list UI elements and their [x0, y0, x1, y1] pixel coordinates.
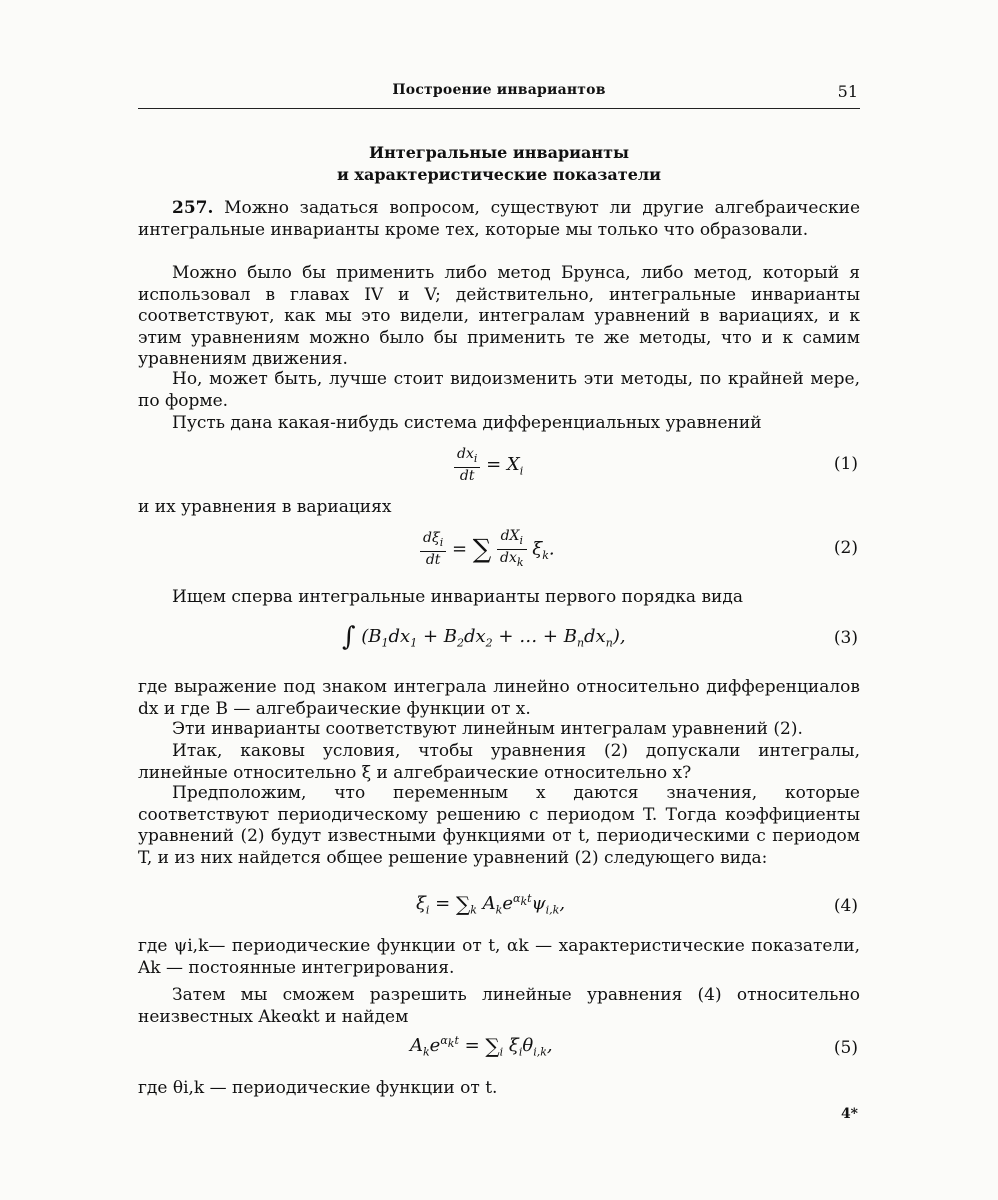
running-title: Построение инвариантов [392, 82, 606, 98]
paragraph: Затем мы сможем разрешить линейные уравнения (4) относительно неизвестных Akeαkt и найдем [138, 985, 860, 1027]
paragraph: где выражение под знаком интеграла линейно относительно дифференциалов dx и где B — алгебраические функции от x. [138, 677, 860, 719]
equation-1: $\frac{dx_i}{dt}$ = $X_i$ (1) [138, 446, 860, 486]
section-title-line1: Интегральные инварианты [368, 143, 630, 162]
paragraph: где ψi,k— периодические функции от t, αk — характеристические показатели, Ak — постоянные интегрирования. [138, 936, 860, 978]
paragraph: Эти инварианты соответствуют линейным интегралам уравнений (2). [172, 719, 803, 739]
paragraph-number: 257. [172, 198, 214, 218]
paragraph: Но, может быть, лучше стоит видоизменить эти методы, по крайней мере, по форме. [138, 369, 860, 411]
paragraph-text: Можно задаться вопросом, существуют ли другие алгебраические интегральные инварианты кроме тех, которые мы только что образовали. [138, 198, 861, 240]
signature-mark: 4* [840, 1106, 858, 1122]
paragraph-257 [138, 198, 860, 241]
running-header [138, 82, 860, 109]
equation-number: (5) [833, 1038, 858, 1058]
section-title [138, 142, 860, 186]
paragraph: Можно было бы применить либо метод Брунса, либо метод, который я использовал в главах IV и V; действительно, интегральные инварианты соответствуют, как мы это видели, интегралам уравнений в вариациях, и к этим уравнениям можно было бы применить те же методы, что и к самим уравнениям движения. [138, 263, 860, 369]
equation-5: $A_ke^{\alpha_kt} = \sum_i$ $\xi_i\theta_{i,k}$, (5) [410, 1034, 858, 1059]
paragraph: Итак, каковы условия, чтобы уравнения (2) допускали интегралы, линейные относительно ξ и алгебраические относительно x? [138, 741, 860, 783]
equation-number: (3) [833, 628, 858, 648]
paragraph: где θi,k — периодические функции от t. [138, 1078, 498, 1098]
paragraph: Предположим, что переменным x даются значения, которые соответствуют периодическому решению с периодом T. Тогда коэффициенты уравнений (2) будут известными функциями от t, периодическими с периодом T, и из них найдется общее решение уравнений (2) следующего вида: [138, 783, 860, 868]
equation-number: (1) [833, 454, 858, 474]
equation-number: (4) [833, 896, 858, 916]
equation-4: $\xi_i = \sum_k$ $A_ke^{\alpha_kt}\psi_{i,k}$, (4) [416, 892, 858, 917]
paragraph: Пусть дана какая-нибудь система дифференциальных уравнений [172, 413, 762, 433]
paragraph: Ищем сперва интегральные инварианты первого порядка вида [172, 587, 743, 607]
section-title-line2: и характеристические показатели [336, 165, 662, 184]
equation-3: ∫ ($B_1dx_1 + B_2dx_2$ + … + $B_ndx_n$), (3) [342, 622, 858, 652]
paragraph: и их уравнения в вариациях [138, 497, 392, 517]
page-number: 51 [837, 82, 858, 101]
equation-number: (2) [833, 538, 858, 558]
equation-2: $\frac{d\xi_i}{dt}$ = ∑ $\frac{dX_i}{dx_k}$ $\xi_k$. (2) [138, 528, 860, 572]
